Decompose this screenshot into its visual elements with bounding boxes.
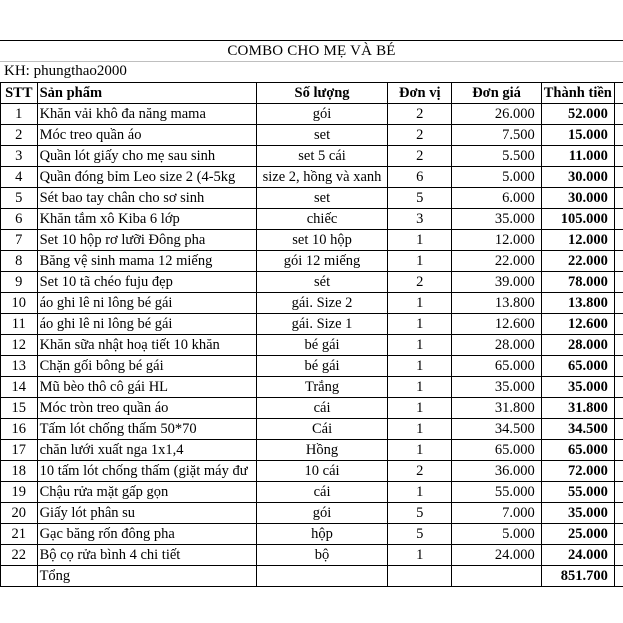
cell-unit: 1 bbox=[388, 230, 452, 251]
empty-cell bbox=[614, 209, 623, 230]
empty-cell bbox=[614, 125, 623, 146]
table-row bbox=[1, 125, 623, 146]
empty-cell bbox=[614, 482, 623, 503]
cell-unit: 1 bbox=[388, 398, 452, 419]
cell-price: 39.000 bbox=[452, 272, 541, 293]
cell-total: 31.800 bbox=[541, 398, 614, 419]
cell-quantity: gói 12 miếng bbox=[256, 251, 387, 272]
cell-stt: 6 bbox=[1, 209, 38, 230]
cell-price: 22.000 bbox=[452, 251, 541, 272]
cell-total: 65.000 bbox=[541, 356, 614, 377]
table-row bbox=[1, 419, 623, 440]
cell-quantity: sét bbox=[256, 272, 387, 293]
cell-quantity: gái. Size 2 bbox=[256, 293, 387, 314]
header-price: Đơn giá bbox=[452, 83, 541, 104]
cell-quantity: bộ bbox=[256, 545, 387, 566]
cell-product: Khăn tắm xô Kiba 6 lớp bbox=[37, 209, 256, 230]
cell-price: 65.000 bbox=[452, 356, 541, 377]
cell-unit: 1 bbox=[388, 440, 452, 461]
cell-quantity: set 5 cái bbox=[256, 146, 387, 167]
cell-stt: 14 bbox=[1, 377, 38, 398]
cell-unit: 1 bbox=[388, 335, 452, 356]
cell-quantity: Hồng bbox=[256, 440, 387, 461]
cell-stt: 20 bbox=[1, 503, 38, 524]
footer-empty-cell bbox=[256, 566, 387, 587]
cell-total: 34.500 bbox=[541, 419, 614, 440]
cell-price: 24.000 bbox=[452, 545, 541, 566]
cell-quantity: gói bbox=[256, 503, 387, 524]
empty-cell bbox=[614, 230, 623, 251]
cell-quantity: set bbox=[256, 188, 387, 209]
cell-total: 30.000 bbox=[541, 167, 614, 188]
cell-total: 24.000 bbox=[541, 545, 614, 566]
cell-unit: 1 bbox=[388, 293, 452, 314]
empty-cell bbox=[614, 398, 623, 419]
cell-total: 12.600 bbox=[541, 314, 614, 335]
cell-stt: 8 bbox=[1, 251, 38, 272]
cell-unit: 2 bbox=[388, 104, 452, 125]
cell-total: 15.000 bbox=[541, 125, 614, 146]
cell-product: Quần đóng bỉm Leo size 2 (4-5kg bbox=[37, 167, 256, 188]
cell-quantity: cái bbox=[256, 398, 387, 419]
cell-total: 52.000 bbox=[541, 104, 614, 125]
cell-price: 5.000 bbox=[452, 524, 541, 545]
cell-unit: 2 bbox=[388, 272, 452, 293]
cell-unit: 1 bbox=[388, 545, 452, 566]
cell-total: 78.000 bbox=[541, 272, 614, 293]
cell-stt: 2 bbox=[1, 125, 38, 146]
cell-stt: 12 bbox=[1, 335, 38, 356]
footer-label: Tổng bbox=[37, 566, 256, 587]
cell-price: 36.000 bbox=[452, 461, 541, 482]
table-row bbox=[1, 503, 623, 524]
footer-empty-cell bbox=[614, 566, 623, 587]
cell-unit: 1 bbox=[388, 482, 452, 503]
empty-cell bbox=[614, 188, 623, 209]
cell-total: 22.000 bbox=[541, 251, 614, 272]
cell-price: 28.000 bbox=[452, 335, 541, 356]
cell-total: 11.000 bbox=[541, 146, 614, 167]
table-row bbox=[1, 167, 623, 188]
header-row bbox=[1, 83, 623, 104]
cell-quantity: size 2, hồng và xanh bbox=[256, 167, 387, 188]
footer-total: 851.700 bbox=[541, 566, 614, 587]
table-row bbox=[1, 440, 623, 461]
empty-cell bbox=[614, 503, 623, 524]
cell-product: Khăn vải khô đa năng mama bbox=[37, 104, 256, 125]
cell-total: 35.000 bbox=[541, 503, 614, 524]
cell-product: Set 10 hộp rơ lưỡi Đông pha bbox=[37, 230, 256, 251]
table-row bbox=[1, 209, 623, 230]
empty-cell bbox=[614, 251, 623, 272]
cell-price: 26.000 bbox=[452, 104, 541, 125]
cell-stt: 17 bbox=[1, 440, 38, 461]
header-total: Thành tiền bbox=[541, 83, 614, 104]
cell-stt: 7 bbox=[1, 230, 38, 251]
cell-product: Chặn gối bông bé gái bbox=[37, 356, 256, 377]
empty-cell bbox=[614, 146, 623, 167]
empty-cell bbox=[614, 356, 623, 377]
cell-stt: 16 bbox=[1, 419, 38, 440]
empty-cell bbox=[614, 524, 623, 545]
header-unit: Đơn vị bbox=[388, 83, 452, 104]
sheet-title: COMBO CHO MẸ VÀ BÉ bbox=[0, 40, 623, 62]
cell-unit: 1 bbox=[388, 419, 452, 440]
cell-price: 5.500 bbox=[452, 146, 541, 167]
cell-product: Bộ cọ rửa bình 4 chi tiết bbox=[37, 545, 256, 566]
table-row bbox=[1, 356, 623, 377]
table-row bbox=[1, 230, 623, 251]
cell-price: 7.000 bbox=[452, 503, 541, 524]
cell-unit: 5 bbox=[388, 524, 452, 545]
cell-stt: 4 bbox=[1, 167, 38, 188]
cell-product: Chậu rửa mặt gấp gọn bbox=[37, 482, 256, 503]
cell-unit: 5 bbox=[388, 188, 452, 209]
table-row bbox=[1, 524, 623, 545]
cell-unit: 1 bbox=[388, 377, 452, 398]
table-row bbox=[1, 545, 623, 566]
cell-unit: 1 bbox=[388, 251, 452, 272]
cell-quantity: Cái bbox=[256, 419, 387, 440]
table-row bbox=[1, 104, 623, 125]
table-row bbox=[1, 314, 623, 335]
cell-unit: 2 bbox=[388, 146, 452, 167]
cell-price: 5.000 bbox=[452, 167, 541, 188]
cell-stt: 3 bbox=[1, 146, 38, 167]
empty-cell bbox=[614, 293, 623, 314]
cell-quantity: chiếc bbox=[256, 209, 387, 230]
footer-empty-cell bbox=[388, 566, 452, 587]
table-row bbox=[1, 461, 623, 482]
table-row bbox=[1, 293, 623, 314]
cell-stt: 15 bbox=[1, 398, 38, 419]
empty-cell bbox=[614, 104, 623, 125]
cell-product: Gạc băng rốn đông pha bbox=[37, 524, 256, 545]
header-product: Sản phẩm bbox=[37, 83, 256, 104]
cell-product: 10 tấm lót chống thấm (giặt máy đư bbox=[37, 461, 256, 482]
cell-stt: 13 bbox=[1, 356, 38, 377]
cell-total: 30.000 bbox=[541, 188, 614, 209]
cell-price: 35.000 bbox=[452, 209, 541, 230]
table-row bbox=[1, 272, 623, 293]
cell-total: 105.000 bbox=[541, 209, 614, 230]
cell-unit: 1 bbox=[388, 314, 452, 335]
empty-cell bbox=[614, 461, 623, 482]
cell-stt: 11 bbox=[1, 314, 38, 335]
order-table bbox=[0, 82, 623, 587]
footer-row bbox=[1, 566, 623, 587]
cell-product: Tấm lót chống thấm 50*70 bbox=[37, 419, 256, 440]
empty-cell bbox=[614, 335, 623, 356]
cell-product: chăn lưới xuất nga 1x1,4 bbox=[37, 440, 256, 461]
empty-column bbox=[614, 83, 623, 104]
cell-unit: 2 bbox=[388, 125, 452, 146]
table-row bbox=[1, 398, 623, 419]
cell-unit: 5 bbox=[388, 503, 452, 524]
cell-stt: 1 bbox=[1, 104, 38, 125]
cell-stt: 10 bbox=[1, 293, 38, 314]
cell-product: Khăn sữa nhật hoạ tiết 10 khăn bbox=[37, 335, 256, 356]
cell-price: 12.000 bbox=[452, 230, 541, 251]
empty-cell bbox=[614, 167, 623, 188]
footer-empty-cell bbox=[1, 566, 38, 587]
cell-total: 65.000 bbox=[541, 440, 614, 461]
cell-product: Móc tròn treo quần áo bbox=[37, 398, 256, 419]
cell-price: 65.000 bbox=[452, 440, 541, 461]
cell-quantity: Trắng bbox=[256, 377, 387, 398]
empty-cell bbox=[614, 314, 623, 335]
cell-stt: 18 bbox=[1, 461, 38, 482]
table-row bbox=[1, 146, 623, 167]
cell-product: áo ghi lê ni lông bé gái bbox=[37, 293, 256, 314]
cell-total: 55.000 bbox=[541, 482, 614, 503]
cell-quantity: cái bbox=[256, 482, 387, 503]
cell-product: Băng vệ sinh mama 12 miếng bbox=[37, 251, 256, 272]
cell-stt: 19 bbox=[1, 482, 38, 503]
cell-price: 12.600 bbox=[452, 314, 541, 335]
cell-stt: 9 bbox=[1, 272, 38, 293]
cell-quantity: set 10 hộp bbox=[256, 230, 387, 251]
cell-price: 34.500 bbox=[452, 419, 541, 440]
table-row bbox=[1, 188, 623, 209]
table-row bbox=[1, 377, 623, 398]
cell-price: 35.000 bbox=[452, 377, 541, 398]
cell-total: 28.000 bbox=[541, 335, 614, 356]
cell-price: 31.800 bbox=[452, 398, 541, 419]
cell-product: Quần lót giấy cho mẹ sau sinh bbox=[37, 146, 256, 167]
cell-quantity: 10 cái bbox=[256, 461, 387, 482]
empty-cell bbox=[614, 272, 623, 293]
cell-quantity: bé gái bbox=[256, 335, 387, 356]
cell-unit: 2 bbox=[388, 461, 452, 482]
footer-empty-cell bbox=[452, 566, 541, 587]
cell-product: Sét bao tay chân cho sơ sinh bbox=[37, 188, 256, 209]
cell-quantity: gái. Size 1 bbox=[256, 314, 387, 335]
empty-cell bbox=[614, 419, 623, 440]
cell-product: Móc treo quần áo bbox=[37, 125, 256, 146]
table-row bbox=[1, 251, 623, 272]
table-row bbox=[1, 482, 623, 503]
customer-label: KH: phungthao2000 bbox=[4, 63, 127, 79]
spreadsheet bbox=[0, 40, 623, 585]
cell-price: 7.500 bbox=[452, 125, 541, 146]
cell-total: 72.000 bbox=[541, 461, 614, 482]
header-quantity: Số lượng bbox=[256, 83, 387, 104]
cell-product: áo ghi lê ni lông bé gái bbox=[37, 314, 256, 335]
cell-stt: 5 bbox=[1, 188, 38, 209]
cell-quantity: gói bbox=[256, 104, 387, 125]
cell-total: 25.000 bbox=[541, 524, 614, 545]
table-row bbox=[1, 335, 623, 356]
cell-product: Mũ bèo thô cô gái HL bbox=[37, 377, 256, 398]
cell-product: Giấy lót phân su bbox=[37, 503, 256, 524]
cell-total: 35.000 bbox=[541, 377, 614, 398]
cell-price: 13.800 bbox=[452, 293, 541, 314]
cell-price: 55.000 bbox=[452, 482, 541, 503]
cell-quantity: bé gái bbox=[256, 356, 387, 377]
cell-quantity: set bbox=[256, 125, 387, 146]
cell-total: 12.000 bbox=[541, 230, 614, 251]
cell-unit: 1 bbox=[388, 356, 452, 377]
empty-cell bbox=[614, 377, 623, 398]
cell-price: 6.000 bbox=[452, 188, 541, 209]
cell-quantity: hộp bbox=[256, 524, 387, 545]
empty-cell bbox=[614, 545, 623, 566]
cell-total: 13.800 bbox=[541, 293, 614, 314]
cell-unit: 6 bbox=[388, 167, 452, 188]
cell-stt: 21 bbox=[1, 524, 38, 545]
empty-cell bbox=[614, 440, 623, 461]
header-stt: STT bbox=[1, 83, 38, 104]
cell-stt: 22 bbox=[1, 545, 38, 566]
table-body bbox=[1, 104, 623, 566]
cell-unit: 3 bbox=[388, 209, 452, 230]
cell-product: Set 10 tã chéo fuju đẹp bbox=[37, 272, 256, 293]
